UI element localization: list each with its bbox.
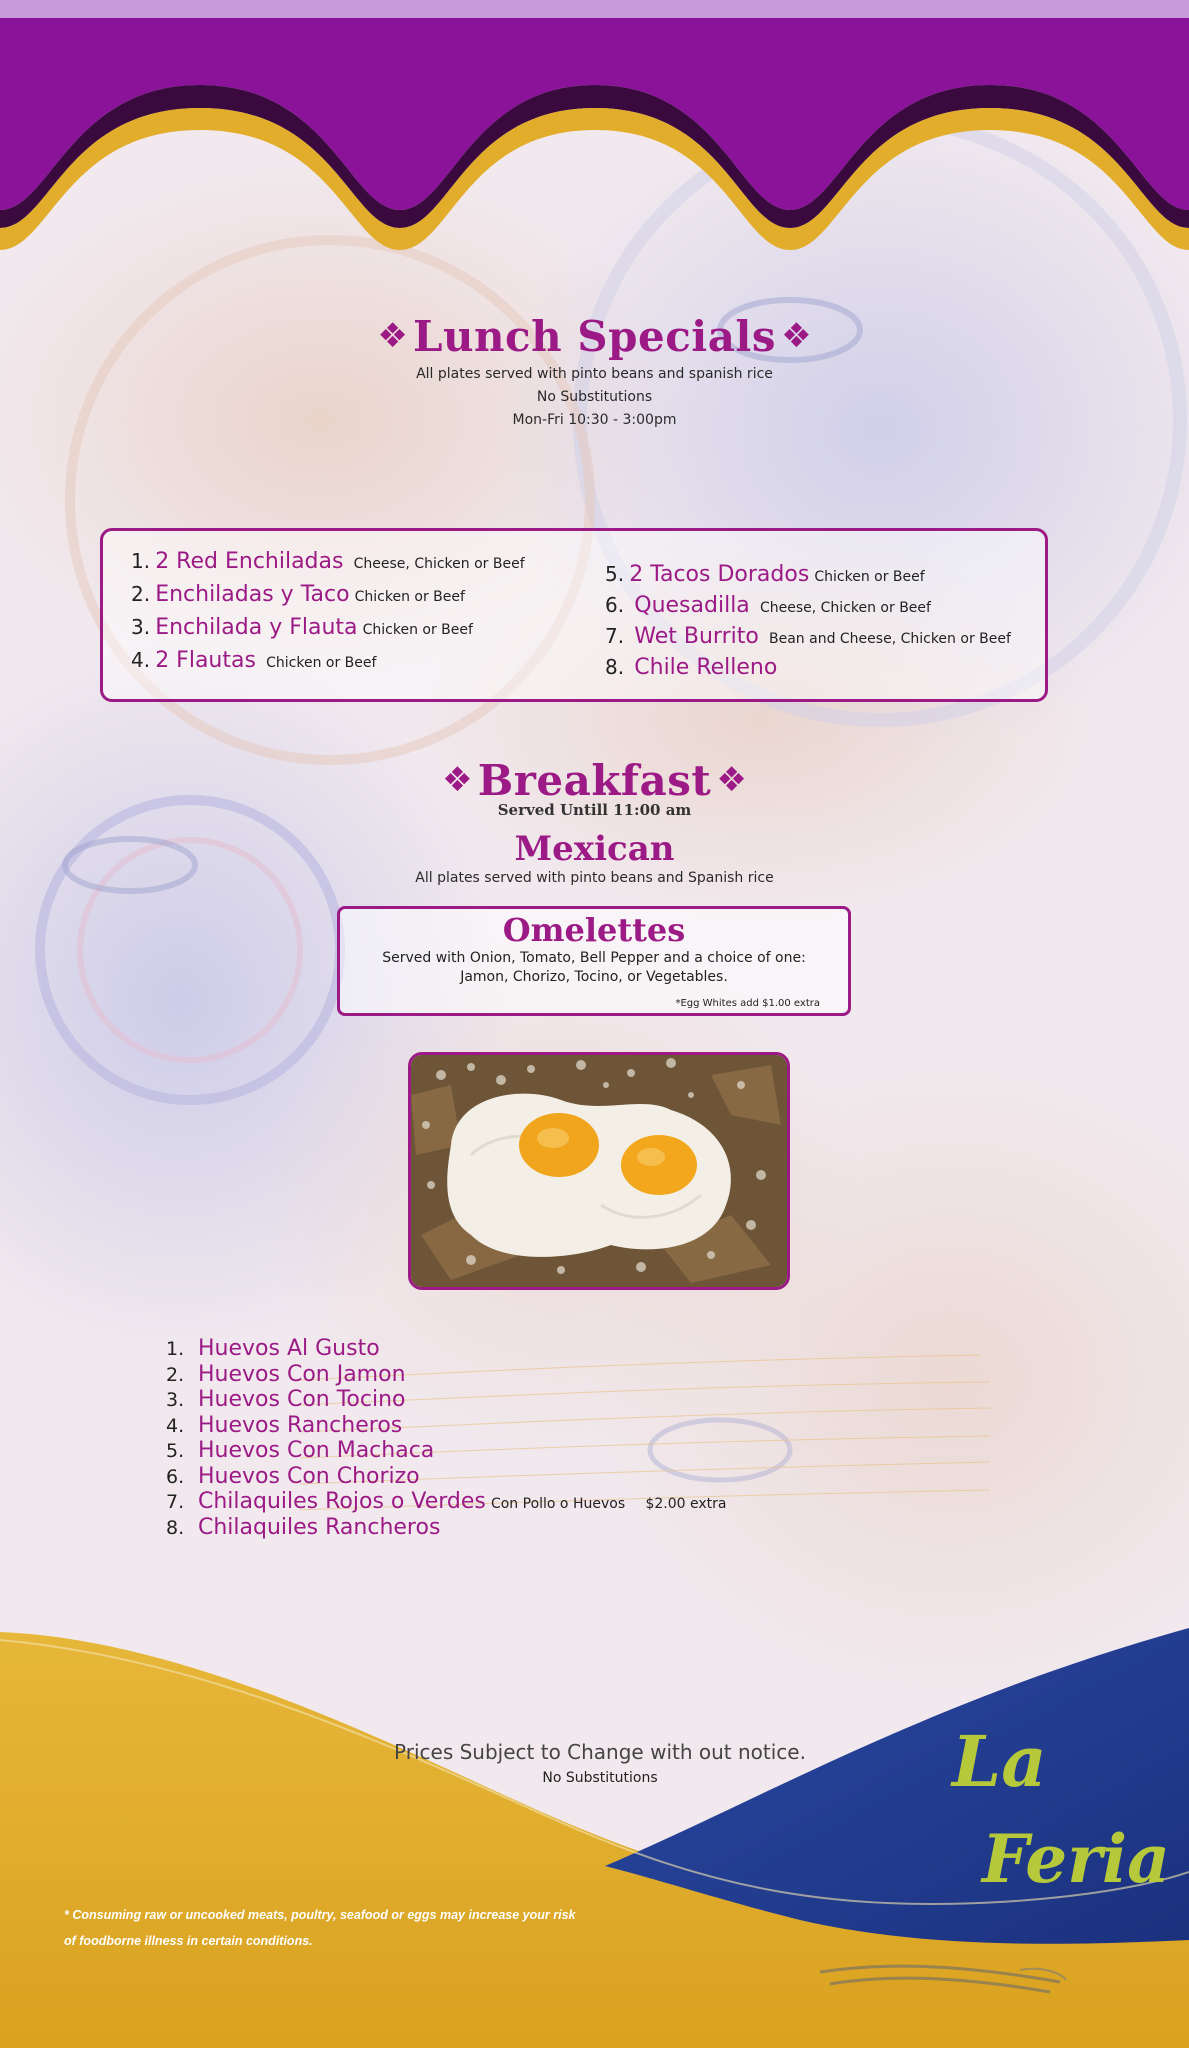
logo-feria: Feria [982, 1820, 1170, 1898]
mexican-subtitle: All plates served with pinto beans and Spanish rice [415, 870, 774, 886]
item-name: Huevos Rancheros [198, 1412, 403, 1438]
breakfast-item [166, 1362, 726, 1388]
decorative-diamond-icon: ❖ [716, 760, 747, 800]
item-number: 2. [166, 1363, 185, 1386]
breakfast-item [166, 1464, 726, 1490]
item-note: Bean and Cheese, Chicken or Beef [769, 631, 1011, 647]
lunch-item [605, 562, 925, 587]
omelettes-line: Served with Onion, Tomato, Bell Pepper and a choice of one: [382, 950, 806, 966]
item-note: Chicken or Beef [266, 655, 377, 671]
item-number: 1. [166, 1338, 185, 1360]
decorative-diamond-icon: ❖ [442, 760, 473, 800]
lunch-item [605, 655, 777, 680]
item-name: Enchiladas y Taco [155, 582, 350, 607]
breakfast-header [0, 756, 1189, 890]
breakfast-item [166, 1336, 726, 1362]
item-name: Huevos Al Gusto [198, 1336, 380, 1361]
item-number: 8. [605, 655, 625, 679]
item-name: Chilaquiles Rojos o Verdes [198, 1489, 486, 1514]
prices-notice: Prices Subject to Change with out notice. [394, 1740, 806, 1764]
mexican-title: Mexican [514, 829, 675, 869]
item-number: 5. [166, 1440, 185, 1462]
item-note: Cheese, Chicken or Beef [353, 556, 525, 572]
lunch-item [131, 582, 465, 607]
item-number: 7. [605, 624, 625, 648]
lunch-items-box [100, 528, 1048, 702]
food-safety-warning [64, 1902, 575, 1954]
omelettes-description [340, 949, 848, 987]
item-number: 1. [131, 549, 151, 573]
omelettes-line: Jamon, Chorizo, Tocino, or Vegetables. [460, 969, 728, 985]
lunch-subtitle [0, 363, 1189, 432]
no-substitutions: No Substitutions [542, 1770, 658, 1786]
item-number: 6. [605, 593, 625, 617]
breakfast-item [166, 1515, 726, 1541]
lunch-item [131, 615, 473, 640]
item-name: Huevos Con Tocino [198, 1387, 406, 1412]
omelettes-title: Omelettes [502, 911, 686, 949]
lunch-item [131, 648, 376, 673]
breakfast-item [166, 1387, 726, 1413]
item-name: Enchilada y Flauta [155, 615, 358, 640]
lunch-subtitle-line: No Substitutions [536, 389, 653, 405]
item-number: 2. [131, 582, 151, 606]
item-note: Cheese, Chicken or Beef [759, 600, 931, 616]
lunch-header [0, 312, 1189, 432]
breakfast-item [166, 1438, 726, 1464]
lunch-subtitle-line: Mon-Fri 10:30 - 3:00pm [512, 412, 677, 428]
breakfast-items-list [166, 1336, 726, 1540]
item-number: 4. [166, 1414, 185, 1437]
item-name: 2 Red Enchiladas [155, 549, 344, 574]
item-name: Chilaquiles Rancheros [198, 1514, 441, 1540]
item-extra-price: $2.00 extra [645, 1496, 727, 1512]
item-note: Con Pollo o Huevos [490, 1496, 626, 1512]
breakfast-served-hours: Served Untill 11:00 am [497, 801, 692, 819]
item-number: 7. [166, 1491, 185, 1513]
item-number: 3. [131, 615, 151, 639]
item-name: Quesadilla [634, 593, 750, 618]
item-number: 6. [166, 1465, 185, 1488]
decorative-diamond-icon: ❖ [377, 316, 408, 356]
item-name: Huevos Con Chorizo [198, 1463, 420, 1489]
item-name: Huevos Con Jamon [198, 1361, 406, 1387]
lunch-title: Lunch Specials [412, 312, 777, 361]
item-number: 5. [605, 562, 625, 586]
item-name: Wet Burrito [634, 624, 759, 649]
lunch-subtitle-line: All plates served with pinto beans and spanish rice [416, 366, 773, 382]
omelettes-box [337, 906, 851, 1016]
item-note: Chicken or Beef [814, 569, 925, 585]
warning-line: * Consuming raw or uncooked meats, poultry, seafood or eggs may increase your risk [64, 1908, 576, 1922]
logo-la: La [952, 1720, 1047, 1803]
warning-line: of foodborne illness in certain conditions. [64, 1934, 313, 1948]
item-name: Chile Relleno [634, 655, 778, 680]
lunch-item [605, 593, 931, 618]
item-name: 2 Flautas [155, 648, 256, 673]
lunch-title-row [0, 312, 1189, 361]
lunch-item [131, 549, 525, 574]
lunch-item [605, 624, 1011, 649]
item-number: 4. [131, 648, 151, 672]
item-name: 2 Tacos Dorados [629, 562, 810, 587]
footer-notice [300, 1740, 900, 1786]
egg-whites-note: *Egg Whites add $1.00 extra [675, 998, 820, 1009]
chilaquiles-photo [408, 1052, 790, 1290]
item-name: Huevos Con Machaca [198, 1438, 435, 1463]
breakfast-item [166, 1489, 726, 1515]
food-image [411, 1055, 787, 1287]
item-note: Chicken or Beef [362, 622, 473, 638]
item-number: 8. [166, 1516, 185, 1539]
breakfast-title: Breakfast [477, 756, 712, 805]
item-note: Chicken or Beef [354, 589, 465, 605]
decorative-diamond-icon: ❖ [781, 316, 812, 356]
breakfast-item [166, 1413, 726, 1439]
breakfast-title-row [0, 756, 1189, 805]
item-number: 3. [166, 1389, 185, 1411]
